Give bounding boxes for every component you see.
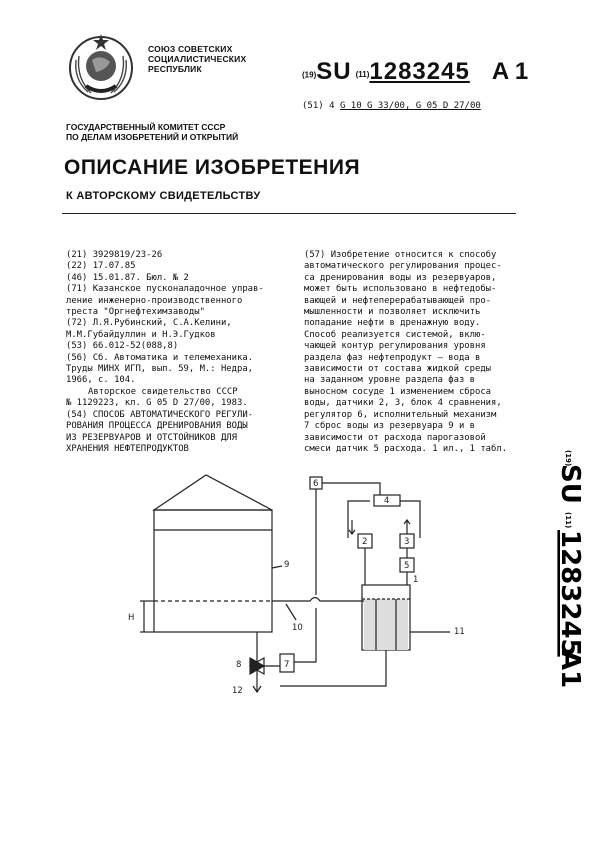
level-marker [128,601,154,632]
biblio-line: ление инженерно-производственного [66,295,243,306]
side-country: SU [555,464,585,504]
abstract-line: выносном сосуде 1 изменением сброса [304,386,492,397]
abstract-line: автоматического регулирования процес- [304,261,502,272]
divider [62,213,516,214]
committee-line: ГОСУДАРСТВЕННЫЙ КОМИТЕТ СССР [66,122,226,132]
biblio-line: ИЗ РЕЗЕРВУАРОВ И ОТСТОЙНИКОВ ДЛЯ [66,432,237,443]
biblio-line: (21) 3929819/23-26 [66,250,163,260]
abstract-line: са дренирования воды из резервуаров, [304,272,497,283]
abstract-line: раздела фаз нефтепродукт – вода в [304,352,481,363]
side-code-19: (19) [564,450,572,467]
code-19: (19) [302,70,317,80]
label-12: 12 [232,686,243,696]
abstract-line: Способ реализуется системой, вклю- [304,329,486,340]
label-6: 6 [313,479,319,489]
committee-line: ПО ДЕЛАМ ИЗОБРЕТЕНИЙ И ОТКРЫТИЙ [66,132,239,142]
org-line: РЕСПУБЛИК [148,64,202,74]
valve [236,658,280,674]
biblio-line: Авторское свидетельство СССР [88,386,238,397]
biblio-line: треста "Оргнефтехимзаводы" [66,307,205,318]
biblio-line: 1966, с. 104. [66,375,136,386]
abstract-line: (57) Изобретение относится к способу [304,250,497,260]
country-code: SU [316,58,352,85]
org-name [148,44,246,74]
biblio-line: (46) 15.01.87. Бюл. № 2 [66,272,189,283]
biblio-line: (72) Л.Я.Рубинский, С.А.Келини, [66,318,232,329]
publication-number [302,58,528,86]
biblio-line: (54) СПОСОБ АВТОМАТИЧЕСКОГО РЕГУЛИ- [66,409,254,420]
biblio-line: (22) 17.07.85 [66,261,136,272]
label-2: 2 [362,537,368,547]
biblio-line: РОВАНИЯ ПРОЦЕССА ДРЕНИРОВАНИЯ ВОДЫ [66,421,248,432]
abstract-line: чающей контур регулирования уровня [304,341,486,352]
ussr-emblem [66,30,136,102]
label-5: 5 [404,561,410,571]
biblio-line: (53) 66.012-52(088,8) [66,341,179,352]
biblio-line: ХРАНЕНИЯ НЕФТЕПРОДУКТОВ [66,443,189,454]
abstract-line: 7 сброс воды из резервуара 9 и в [304,421,475,432]
label-3: 3 [404,537,410,547]
kind-code: A 1 [491,58,529,85]
document-title: ОПИСАНИЕ ИЗОБРЕТЕНИЯ [64,156,361,179]
label-7: 7 [284,660,290,670]
bibliographic-data [66,250,298,455]
ipc-code: (51) 4 [302,101,335,111]
abstract-line: на заданном уровне раздела фаз в [304,375,475,386]
label-4: 4 [384,496,390,506]
abstract-line: регулятор 6, исполнительный механизм [304,409,497,420]
abstract-line: смеси датчик 5 расхода. 1 ил., 1 табл. [304,443,508,454]
side-publication-number [536,450,586,690]
biblio-line: № 1129223, кл. G 05 D 27/00, 1983. [66,398,248,409]
document-subtitle: К АВТОРСКОМУ СВИДЕТЕЛЬСТВУ [66,190,261,202]
label-8: 8 [236,660,242,670]
abstract [304,250,534,455]
abstract-line: зависимости от расхода парогазовой [304,432,486,443]
biblio-line: (56) Сб. Автоматика и телемеханика. [66,352,254,363]
label-h: H [128,613,135,623]
schematic-diagram [120,470,540,710]
biblio-line: (71) Казанское пусконаладочное управ- [66,284,264,295]
org-line: СОЦИАЛИСТИЧЕСКИХ [148,54,247,64]
biblio-line: Труды МИНХ ИГП, вып. 59, М.: Недра, [66,364,254,375]
abstract-line: зависимости от состава жидкой среды [304,364,492,375]
patent-number: 1283245 [369,58,470,85]
org-line: СОЮЗ СОВЕТСКИХ [148,44,233,54]
code-11: (11) [355,70,370,80]
tank [154,475,272,632]
side-patent-number: 1283245 [555,530,585,657]
abstract-line: вающей и нефтеперерабатывающей про- [304,295,492,306]
label-1: 1 [413,575,419,585]
label-9: 9 [284,560,290,570]
committee-name [66,122,238,142]
ipc-classification [302,101,481,111]
abstract-line: мышленности и позволяет исключить [304,307,481,318]
side-code-11: (11) [564,512,572,529]
label-10: 10 [292,623,303,633]
ipc-value: G 10 G 33/00, G 05 D 27/00 [339,101,481,111]
label-11: 11 [454,627,465,637]
abstract-line: попадание нефти в дренажную воду. [304,318,481,329]
biblio-line: М.М.Губайдуллин и Н.Э.Гудков [66,329,216,340]
abstract-line: воды, датчики 2, 3, блок 4 сравнения, [304,398,502,409]
side-kind: A1 [555,650,585,689]
abstract-line: может быть использовано в нефтедобы- [304,284,497,295]
separator-vessel-1 [362,575,418,650]
